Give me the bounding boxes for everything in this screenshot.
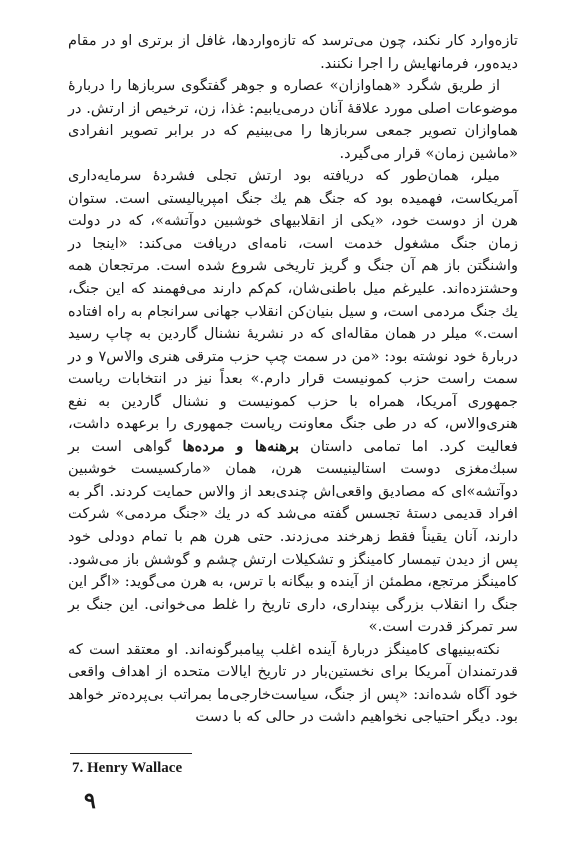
- paragraph-4: نکته‌بینیهای کامینگز دربارهٔ آینده اغلب پیامبرگونه‌اند. او معتقد است که قدرتمندان آمریکا برای نخستین‌بار در تاریخ ایالات متحده از اهداف واقعی خود آگاه شده‌اند: «پس از جنگ، سیاست‌خارجی‌ما بمراتب بی‌پرده‌تر خواهد بود. دیگر احتیاجی نخواهیم داشت در حالی که با دست: [68, 640, 518, 726]
- paragraph-3: [68, 165, 518, 638]
- paragraph-3-text: میلر، همان‌طور که دریافته بود ارتش تجلی فشردهٔ سرمایه‌داری آمریکاست، فهمیده بود که جنگ هم یك جنگ امپریالیستی است. ستوان هرن از دوست خود، «یکی از انقلابیهای خوشبین دوآتشه»، که در دولت زمان جنگ مشغول خدمت است، نامه‌ای دریافت می‌کند: «اینجا در واشنگتن باز هم آن جنگ و گریز تاریخی شروع شده است. مرتجعان همه وحشتزده‌اند. علیرغم میل باطنی‌شان، کم‌کم دارند می‌فهمند که این جنگ، یك جنگ مردمی است، و سیل بنیان‌کن انقلاب جهانی سرانجام به راه افتاده است.» میلر در همان مقاله‌ای که در نشریهٔ نشنال گاردین به چاپ رسید دربارهٔ خود نوشته بود: «من در سمت چپ حزب مترقی هنری والاس۷ و در سمت راست حزب کمونیست قرار دارم.» بعداً نیز در انتخابات ریاست جمهوری آمریکا، همراه با حزب کمونیست و نشنال گاردین به نفع هنری‌والاس، که در طی جنگ معاونت ریاست جمهوری را برعهده داشت، فعالیت کرد. اما تمامی داستان: [68, 167, 519, 455]
- footnote: 7. Henry Wallace: [72, 760, 183, 776]
- page-body-text: [68, 30, 518, 729]
- page-number: ۹: [84, 788, 96, 814]
- paragraph-2: از طریق شگرد «هماوازان» عصاره و جوهر گفتگوی سربازها را دربارهٔ موضوعات اصلی مورد علاقهٔ آنان درمی‌یابیم: غذا، زن، ترخیص از ارتش. در هماوازان تصویر جمعی سربازها را می‌بینیم که در برابر تصویر انفرادی «ماشین زمان» قرار می‌گیرد.: [68, 77, 518, 162]
- book-title-bold: برهنه‌ها و مرده‌ها: [182, 437, 300, 455]
- paragraph-3-continued: گواهی است بر سبك‌مغزی دوست استالینیست هرن، همان «مارکسیست خوشبین دوآتشه»ای که مصادیق واقعی‌اش چندی‌بعد از والاس حمایت کردند. اگر به افراد قدیمی دستهٔ تجسس گفته می‌شد که در یك «جنگ مردمی» شرکت دارند، آنان یقیناً فقط زهرخند می‌زدند. حتی هرن هم با تمام دودلی خود پس از دیدن تیمسار کامینگز و تشکیلات ارتش چشم و گوشش باز می‌شود. کامینگز مرتجع، مطمئن از آینده و بیگانه با ترس، به هرن می‌گوید: «اگر این جنگ را انقلاب بزرگی بپنداری، داری تاریخ را غلط می‌خوانی. این جنگ بر سر تمرکز قدرت است.»: [68, 437, 518, 636]
- paragraph-1: تازه‌وارد کار نکند، چون می‌ترسد که تازه‌واردها، غافل از برتری او در مقام دیده‌ور، فرمانهایش را اجرا نکنند.: [68, 32, 518, 72]
- footnote-divider: [70, 753, 192, 754]
